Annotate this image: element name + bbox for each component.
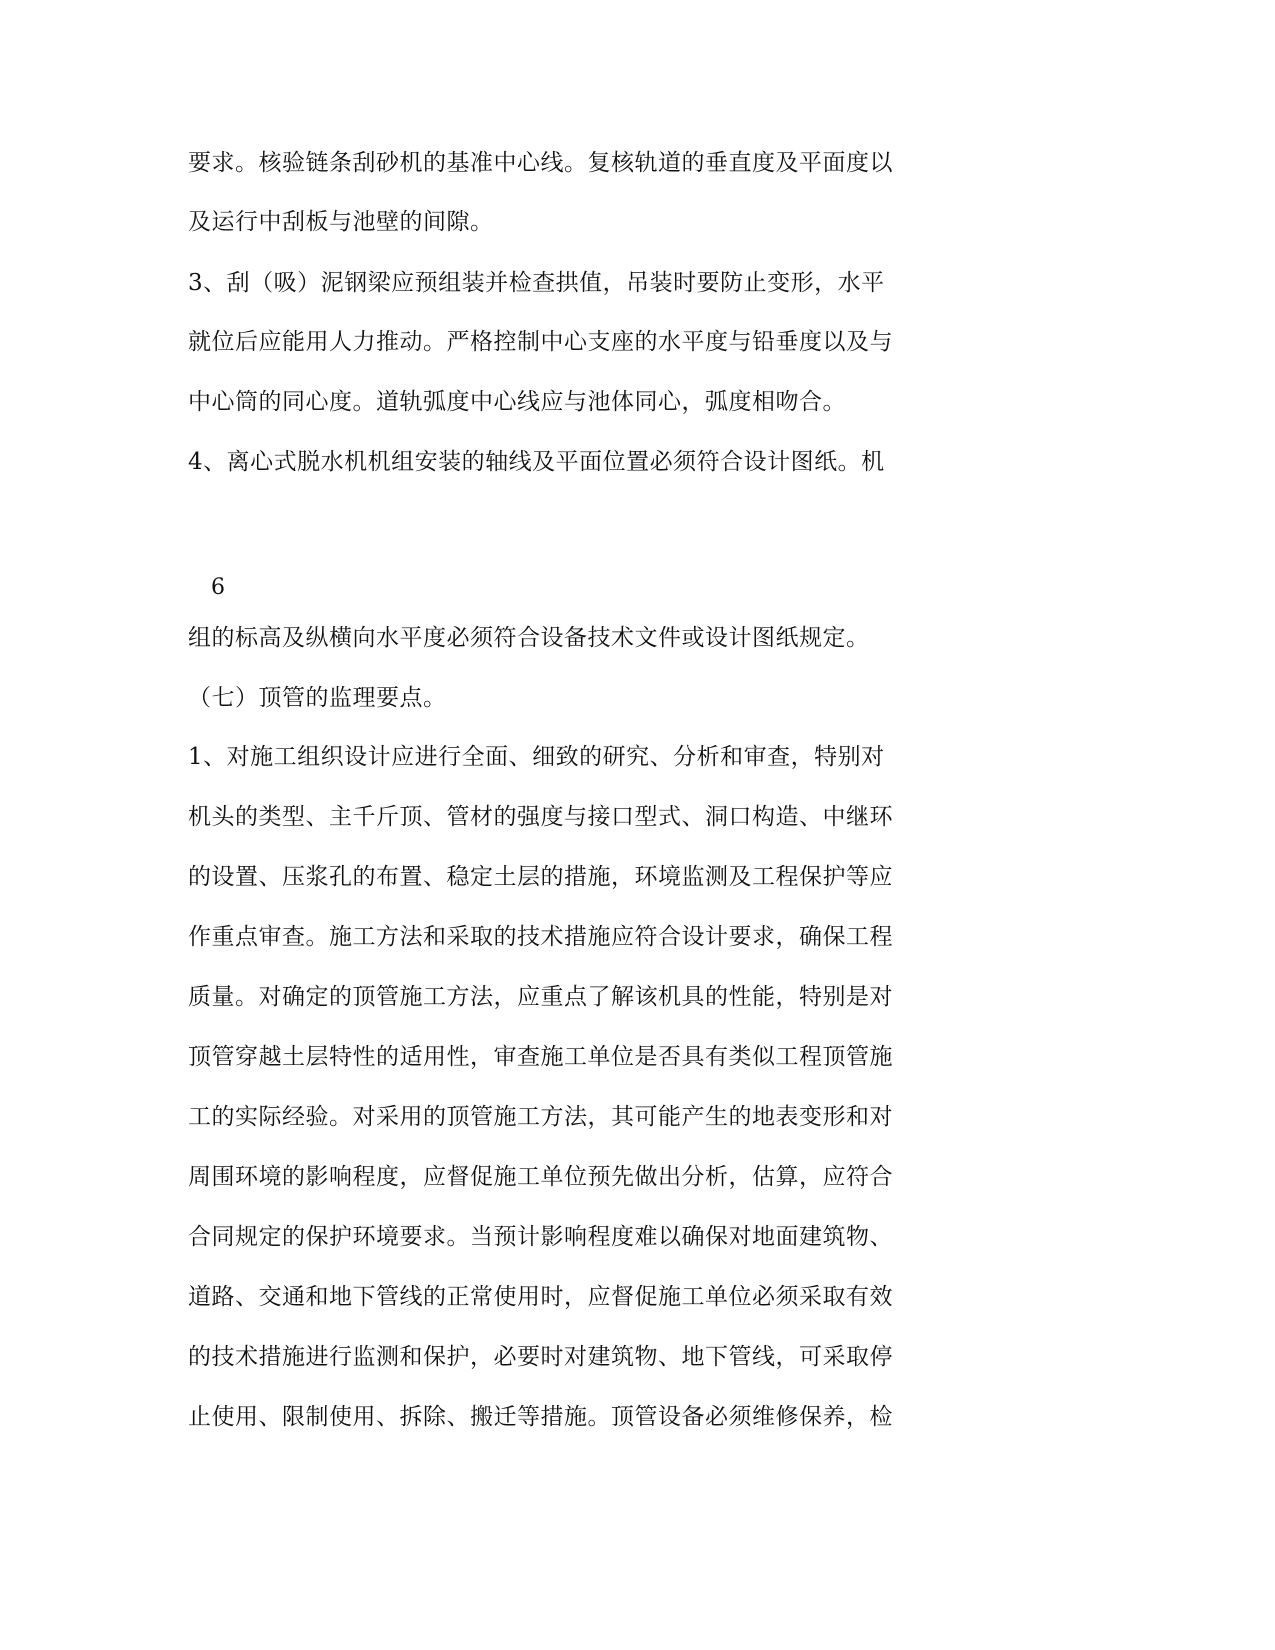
text-line: 工的实际经验。对采用的顶管施工方法，其可能产生的地表变形和对 <box>188 1104 893 1130</box>
text-line: 机头的类型、主千斤顶、管材的强度与接口型式、洞口构造、中继环 <box>188 804 893 830</box>
text-line: 的设置、压浆孔的布置、稳定土层的措施，环境监测及工程保护等应 <box>188 864 893 890</box>
text-line: 作重点审查。施工方法和采取的技术措施应符合设计要求，确保工程 <box>188 924 893 950</box>
text-line: 1、对施工组织设计应进行全面、细致的研究、分析和审查，特别对 <box>188 744 885 770</box>
text-line: 要求。核验链条刮砂机的基准中心线。复核轨道的垂直度及平面度以 <box>188 150 893 176</box>
text-line: 道路、交通和地下管线的正常使用时，应督促施工单位必须采取有效 <box>188 1284 893 1310</box>
text-line: 就位后应能用人力推动。严格控制中心支座的水平度与铅垂度以及与 <box>188 329 893 355</box>
section-heading: （七）顶管的监理要点。 <box>188 685 447 711</box>
text-line: 合同规定的保护环境要求。当预计影响程度难以确保对地面建筑物、 <box>188 1224 893 1250</box>
text-line: 及运行中刮板与池壁的间隙。 <box>188 209 494 235</box>
text-line: 组的标高及纵横向水平度必须符合设备技术文件或设计图纸规定。 <box>188 625 870 651</box>
text-line: 止使用、限制使用、拆除、搬迁等措施。顶管设备必须维修保养，检 <box>188 1404 893 1430</box>
text-line: 3、刮（吸）泥钢梁应预组装并检查拱值，吊装时要防止变形，水平 <box>188 270 885 296</box>
text-line: 周围环境的影响程度，应督促施工单位预先做出分析，估算，应符合 <box>188 1164 893 1190</box>
page-number: 6 <box>211 575 225 600</box>
text-line: 4、离心式脱水机机组安装的轴线及平面位置必须符合设计图纸。机 <box>188 449 885 475</box>
text-line: 中心筒的同心度。道轨弧度中心线应与池体同心，弧度相吻合。 <box>188 389 846 415</box>
text-line: 的技术措施进行监测和保护，必要时对建筑物、地下管线，可采取停 <box>188 1344 893 1370</box>
text-line: 质量。对确定的顶管施工方法，应重点了解该机具的性能，特别是对 <box>188 984 893 1010</box>
text-line: 顶管穿越土层特性的适用性，审查施工单位是否具有类似工程顶管施 <box>188 1044 893 1070</box>
